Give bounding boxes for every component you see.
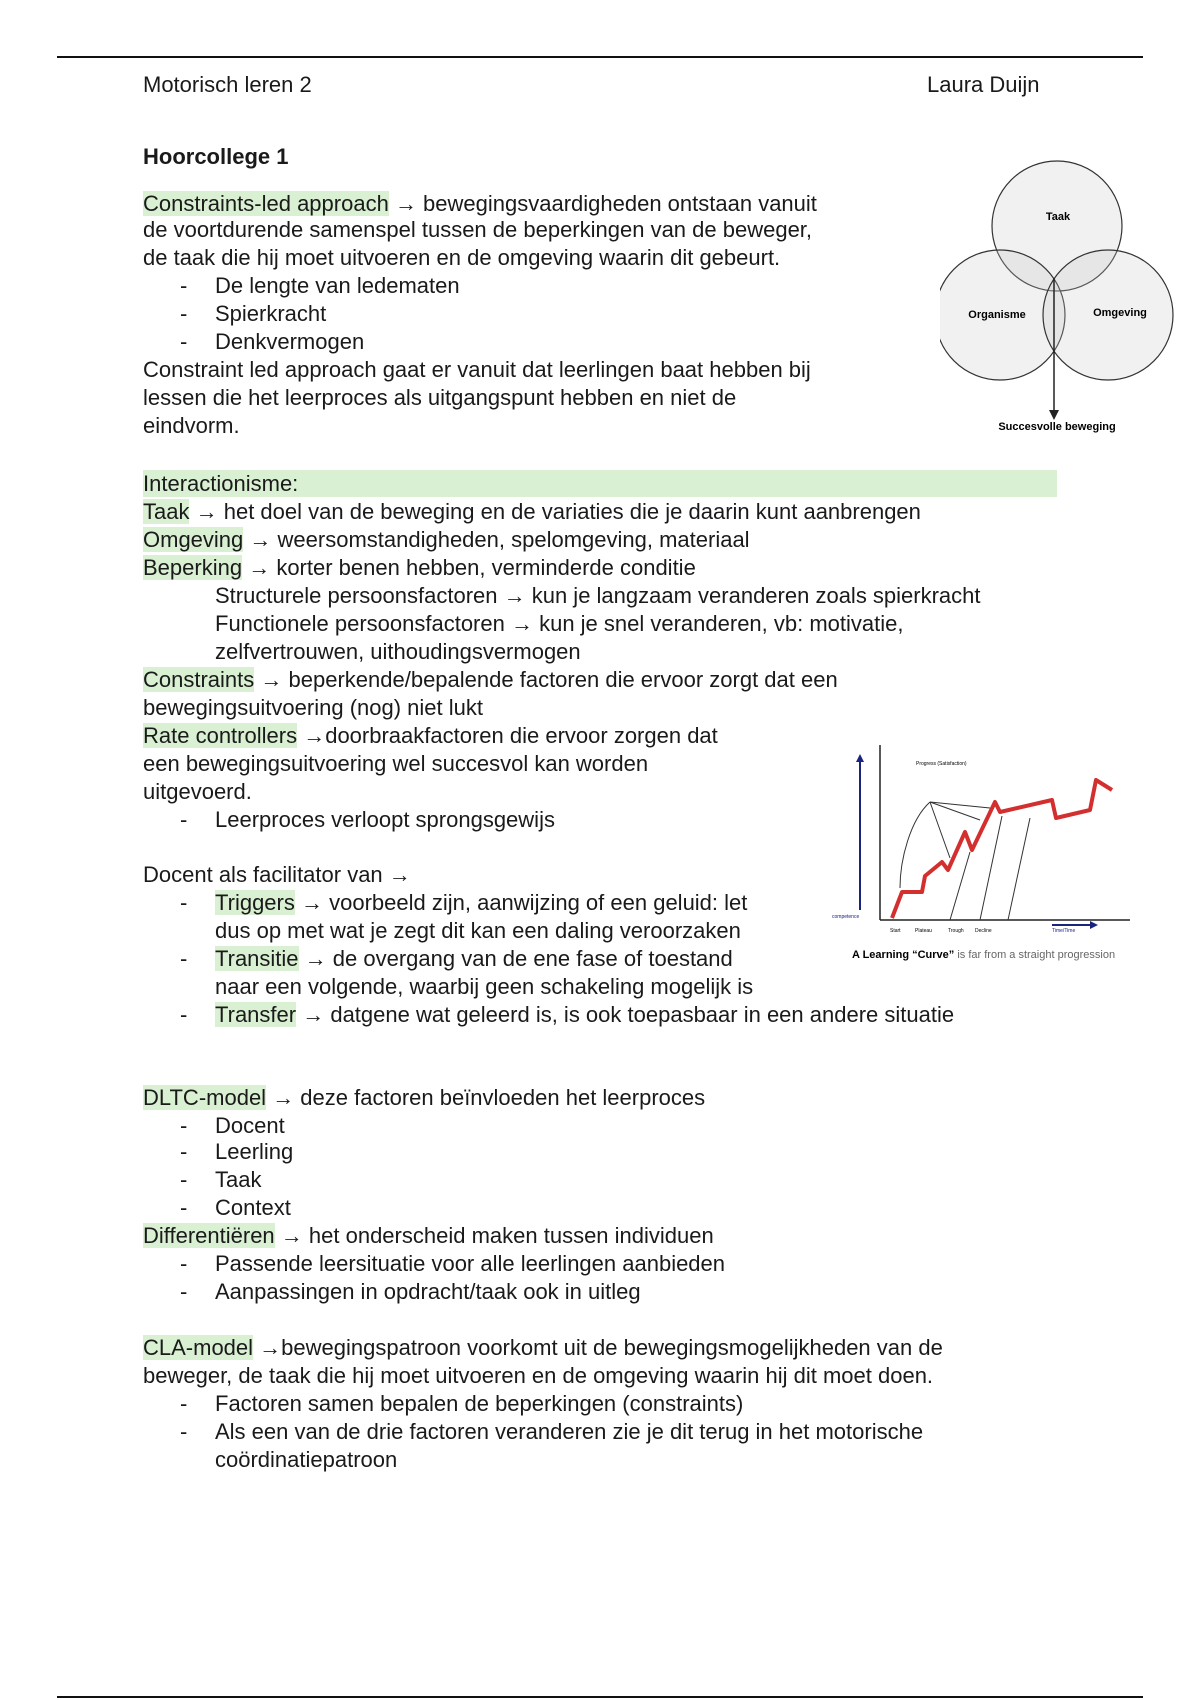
curve-tick-plateau: Plateau <box>915 928 932 934</box>
bullet-dash: - <box>180 1139 188 1164</box>
arrow: → <box>259 1335 282 1360</box>
dltc-bullet-3: Taak <box>215 1167 262 1192</box>
cla-model-def: bewegingspatroon voorkomt uit de bewegingsmogelijkheden van de <box>281 1335 943 1360</box>
curve-caption-bold: A Learning “Curve” <box>852 949 955 961</box>
bullet-dash: - <box>180 946 188 971</box>
arrow: → <box>388 862 411 887</box>
dltc-bullet-2: Leerling <box>215 1139 294 1164</box>
transfer-def: datgene wat geleerd is, is ook toepasbaar in een andere situatie <box>324 1002 955 1027</box>
structurele-term: Structurele persoonsfactoren <box>215 583 504 608</box>
arrow: → <box>510 611 533 636</box>
rate-line <box>143 723 718 749</box>
differentieren-term: Differentiëren <box>143 1223 275 1248</box>
curve-left-arrowhead <box>856 754 864 762</box>
bullet-dash: - <box>180 1167 188 1192</box>
arrow: → <box>260 667 283 692</box>
cla-def-line2: de voortdurende samenspel tussen de beperkingen van de beweger, <box>143 217 813 242</box>
top-rule <box>57 56 1143 58</box>
constraints-line <box>143 667 838 693</box>
arrow: → <box>280 1223 303 1248</box>
curve-annotation-line-5 <box>980 816 1002 920</box>
bullet-dash: - <box>180 1195 188 1220</box>
beperking-def: korter benen hebben, verminderde conditie <box>270 555 696 580</box>
bottom-rule <box>57 1696 1143 1698</box>
arrow: → <box>195 499 218 524</box>
arrow: → <box>503 583 526 608</box>
interactionisme-heading: Interactionisme: <box>143 471 299 496</box>
cla-para-3: eindvorm. <box>143 413 240 438</box>
arrow: → <box>394 191 417 216</box>
triggers-term: Triggers <box>215 890 295 915</box>
arrow: → <box>302 1002 325 1027</box>
bullet-dash: - <box>180 1113 188 1138</box>
functionele-cont: zelfvertrouwen, uithoudingsvermogen <box>215 639 581 664</box>
learning-curve-line <box>892 780 1112 918</box>
venn-arrow-head <box>1049 410 1059 420</box>
arrow: → <box>249 527 272 552</box>
arrow: → <box>248 555 271 580</box>
constraints-def: beperkende/bepalende factoren die ervoor zorgt dat een <box>282 667 838 692</box>
venn-diagram <box>940 158 1175 433</box>
learning-curve-figure <box>830 740 1170 965</box>
bullet-dash: - <box>180 301 188 326</box>
curve-annotation-line-6 <box>1008 818 1030 920</box>
lecture-title: Hoorcollege 1 <box>143 144 289 169</box>
bullet-dash: - <box>180 1279 188 1304</box>
venn-label-bottom: Succesvolle beweging <box>998 421 1116 433</box>
taak-def: het doel van de beweging en de variaties die je daarin kunt aanbrengen <box>217 499 921 524</box>
dltc-line <box>143 1085 705 1111</box>
differentieren-bullet-1: Passende leersituatie voor alle leerlingen aanbieden <box>215 1251 726 1276</box>
functionele-def: kun je snel veranderen, vb: motivatie, <box>532 611 904 636</box>
bullet-dash: - <box>180 807 188 832</box>
functionele-line <box>215 611 904 637</box>
omgeving-def: weersomstandigheden, spelomgeving, materiaal <box>271 527 750 552</box>
bullet-dash: - <box>180 1251 188 1276</box>
curve-label-time: Time/Time <box>1052 928 1076 934</box>
bullet-dash: - <box>180 1391 188 1416</box>
cla-intro-line <box>143 191 817 217</box>
curve-caption <box>852 949 1115 961</box>
arrow: → <box>304 946 327 971</box>
rate-bullet: Leerproces verloopt sprongsgewijs <box>215 807 555 832</box>
functionele-term: Functionele persoonsfactoren <box>215 611 511 636</box>
beperking-term: Beperking <box>143 555 243 580</box>
cla-para-2: lessen die het leerproces als uitgangspunt hebben en niet de <box>143 385 737 410</box>
rate-term: Rate controllers <box>143 723 298 748</box>
bullet-dash: - <box>180 1419 188 1444</box>
facilitator-heading-text: Docent als facilitator van <box>143 862 389 887</box>
cla-bullet-1: De lengte van ledematen <box>215 273 460 298</box>
curve-caption-rest: is far from a straight progression <box>954 949 1116 961</box>
facilitator-heading <box>143 862 411 888</box>
arrow: → <box>303 723 326 748</box>
bullet-dash: - <box>180 1002 188 1027</box>
omgeving-line <box>143 527 750 553</box>
dltc-term: DLTC-model <box>143 1085 267 1110</box>
arrow: → <box>301 890 323 915</box>
transfer-term: Transfer <box>215 1002 297 1027</box>
cla-model-term: CLA-model <box>143 1335 254 1360</box>
venn-label-omgeving: Omgeving <box>1093 307 1147 319</box>
taak-line <box>143 499 921 525</box>
curve-time-arrowhead <box>1090 921 1098 929</box>
curve-tick-decline: Decline <box>975 928 992 934</box>
rate-cont-2: uitgevoerd. <box>143 779 252 804</box>
structurele-line <box>215 583 981 609</box>
rate-cont-1: een bewegingsuitvoering wel succesvol kan worden <box>143 751 649 776</box>
beperking-line <box>143 555 696 581</box>
taak-term: Taak <box>143 499 190 524</box>
dltc-bullet-4: Context <box>215 1195 291 1220</box>
transitie-line <box>215 946 733 972</box>
differentieren-bullet-2: Aanpassingen in opdracht/taak ook in uitleg <box>215 1279 641 1304</box>
omgeving-term: Omgeving <box>143 527 244 552</box>
curve-label-y: competence <box>832 914 860 920</box>
header-course: Motorisch leren 2 <box>143 72 312 97</box>
transitie-cont: naar een volgende, waarbij geen schakeling mogelijk is <box>215 974 754 999</box>
cla-model-line <box>143 1335 943 1361</box>
bullet-dash: - <box>180 273 188 298</box>
header-author: Laura Duijn <box>927 72 1040 97</box>
cla-bullet-2: Spierkracht <box>215 301 327 326</box>
differentieren-line <box>143 1223 714 1249</box>
curve-annotation-line-1 <box>930 802 950 858</box>
curve-tick-trough: Trough <box>948 928 964 934</box>
bullet-dash: - <box>180 329 188 354</box>
dltc-bullet-1: Docent <box>215 1113 285 1138</box>
cla-model-bullet-1: Factoren samen bepalen de beperkingen (constraints) <box>215 1391 744 1416</box>
dltc-def: deze factoren beïnvloeden het leerproces <box>294 1085 706 1110</box>
cla-model-bullet-2-cont: coördinatiepatroon <box>215 1447 398 1472</box>
triggers-cont: dus op met wat je zegt dit kan een daling veroorzaken <box>215 918 741 943</box>
cla-def-line3: de taak die hij moet uitvoeren en de omgeving waarin dit gebeurt. <box>143 245 781 270</box>
cla-para-1: Constraint led approach gaat er vanuit dat leerlingen baat hebben bij <box>143 357 811 382</box>
curve-tick-start: Start <box>890 928 901 934</box>
transfer-line <box>215 1002 954 1028</box>
cla-model-bullet-2: Als een van de drie factoren veranderen zie je dit terug in het motorische <box>215 1419 924 1444</box>
triggers-def: voorbeeld zijn, aanwijzing of een geluid: let <box>323 890 748 915</box>
arrow: → <box>272 1085 295 1110</box>
constraints-term: Constraints <box>143 667 255 692</box>
transitie-term: Transitie <box>215 946 299 971</box>
curve-label-progress: Progress (Satisfaction) <box>916 761 967 767</box>
differentieren-def: het onderscheid maken tussen individuen <box>302 1223 714 1248</box>
venn-label-organisme: Organisme <box>968 309 1026 321</box>
cla-model-cont: beweger, de taak die hij moet uitvoeren en de omgeving waarin hij dit moet doen. <box>143 1363 934 1388</box>
constraints-cont: bewegingsuitvoering (nog) niet lukt <box>143 695 483 720</box>
rate-def: doorbraakfactoren die ervoor zorgen dat <box>325 723 718 748</box>
structurele-def: kun je langzaam veranderen zoals spierkracht <box>525 583 981 608</box>
venn-label-taak: Taak <box>1045 211 1071 223</box>
cla-term: Constraints-led approach <box>143 191 389 216</box>
cla-bullet-3: Denkvermogen <box>215 329 365 354</box>
triggers-line <box>215 890 747 916</box>
bullet-dash: - <box>180 890 188 915</box>
transitie-def: de overgang van de ene fase of toestand <box>326 946 733 971</box>
cla-def: bewegingsvaardigheden ontstaan vanuit <box>416 191 817 216</box>
